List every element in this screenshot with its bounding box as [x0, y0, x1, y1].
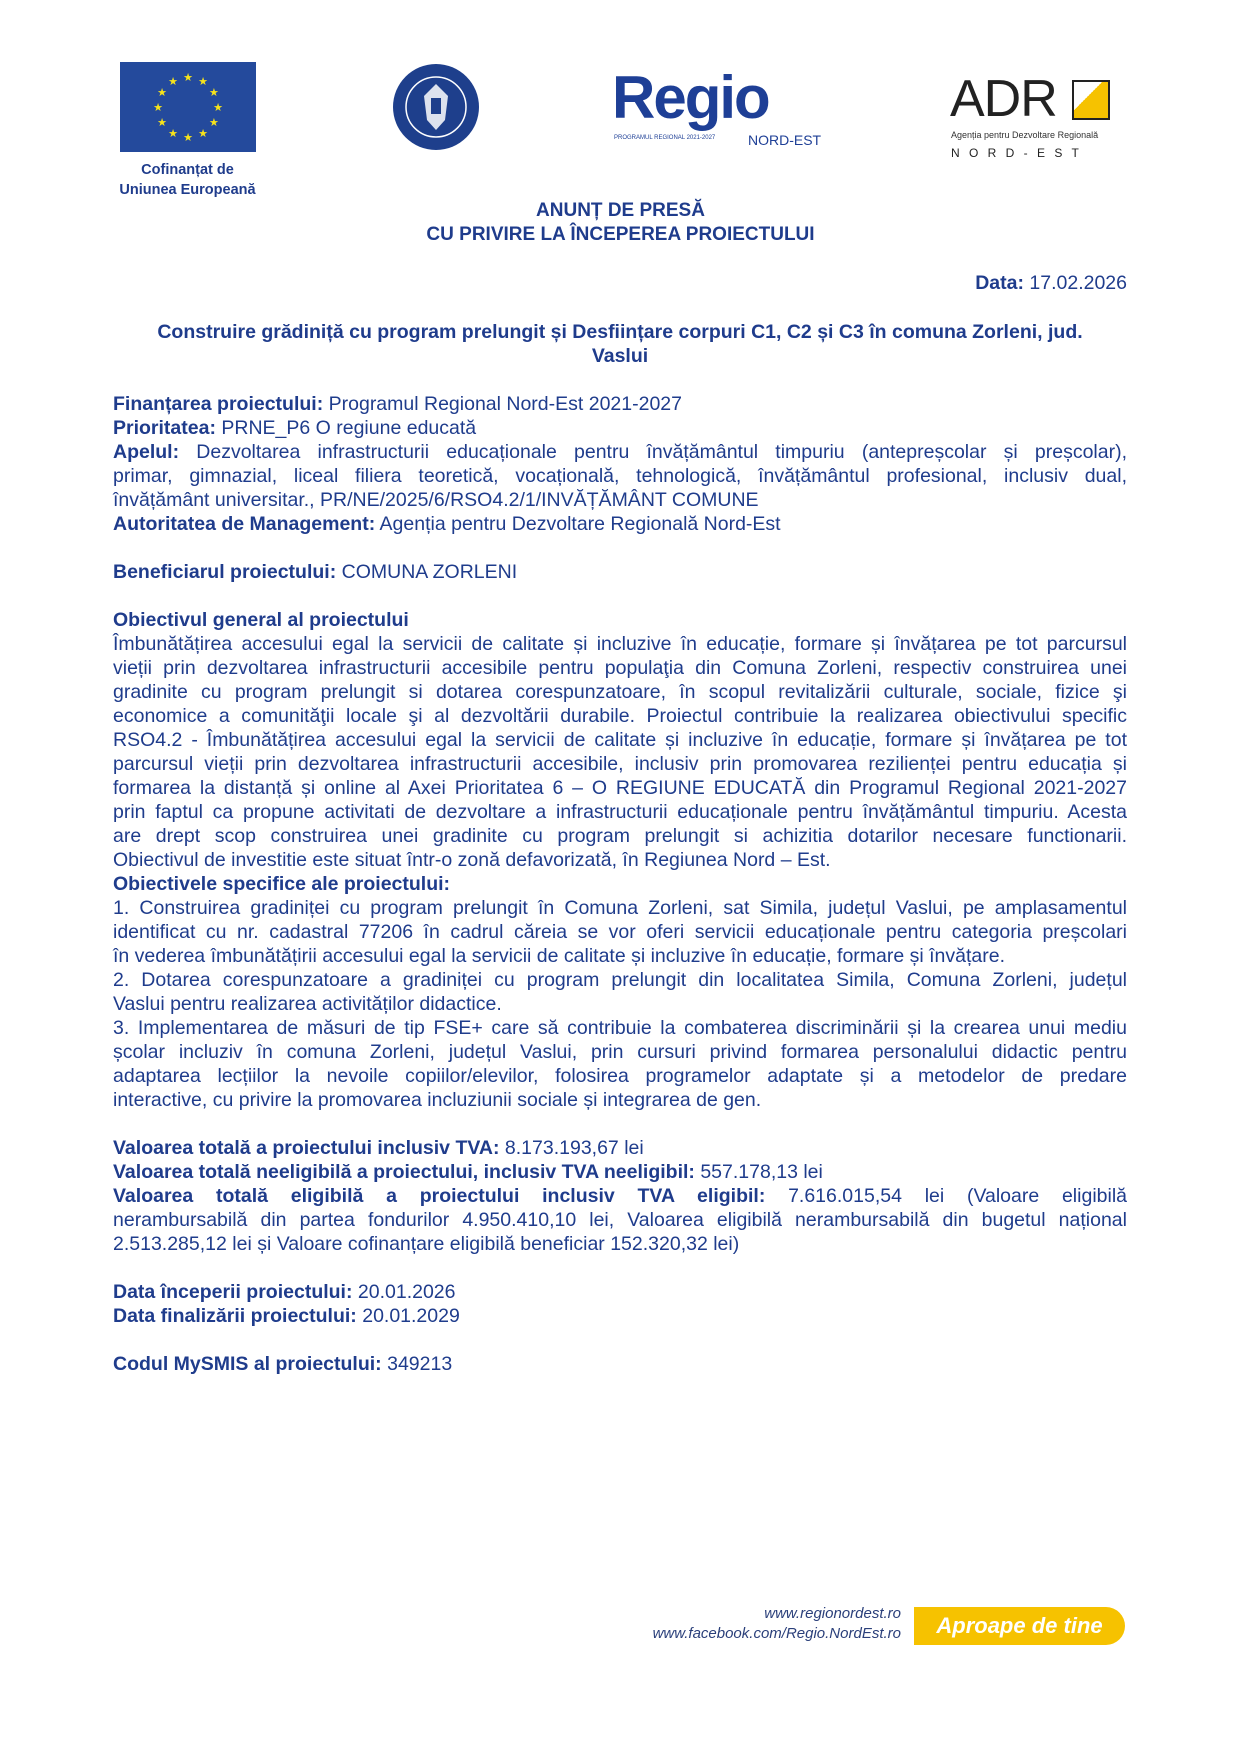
eu-star-icon: ★: [153, 102, 163, 114]
text-line: [113, 1232, 1127, 1256]
text-line: [113, 680, 1127, 704]
field-value: Dezvoltarea infrastructurii educaționale pentru învățământul timpuriu (antepreșcolar și preșcolar),: [196, 441, 1127, 463]
field-value: identificat cu nr. cadastral 77206 în cadrul căreia se vor oferi servicii educaționale pentru categoria preșcolari: [113, 921, 1127, 943]
field-label: Prioritatea:: [113, 417, 216, 439]
paragraph: [113, 560, 1127, 584]
press-release-heading: ANUNȚ DE PRESĂ: [536, 200, 705, 221]
field-label: Data finalizării proiectului:: [113, 1305, 357, 1327]
field-value: RSO4.2 - Îmbunătățirea accesului egal la servicii de calitate și incluzive în educație, formare și învățarea pe tot: [113, 729, 1127, 751]
field-label: Apelul:: [113, 441, 180, 463]
text-line: [113, 1040, 1127, 1064]
field-value: 1. Construirea gradiniței cu program prelungit în Comuna Zorleni, sat Simila, județul Vaslui, pe amplasamentul: [113, 897, 1127, 919]
footer-links: [653, 1604, 901, 1644]
text-line: [113, 1136, 1127, 1160]
field-value: interactive, cu privire la promovarea incluziunii sociale și integrarea de gen.: [113, 1089, 762, 1111]
text-line: [113, 488, 1127, 512]
field-label: Codul MySMIS al proiectului:: [113, 1353, 382, 1375]
field-label: Autoritatea de Management:: [113, 513, 376, 535]
field-value: învățământ universitar., PR/NE/2025/6/RSO4.2/1/INVĂȚĂMÂNT COMUNE: [113, 489, 759, 511]
field-value: Programul Regional Nord-Est 2021-2027: [328, 393, 682, 415]
text-line: [113, 1016, 1127, 1040]
text-line: [113, 656, 1127, 680]
field-value: 20.01.2026: [357, 1281, 456, 1303]
eu-cofinancing-caption: [100, 160, 275, 200]
paragraph: [113, 440, 1127, 512]
paragraph: [113, 1016, 1127, 1112]
paragraph: [113, 1160, 1127, 1184]
paragraph: [113, 392, 1127, 416]
text-line: [113, 752, 1127, 776]
text-line: [113, 416, 1127, 440]
field-value: Vaslui pentru realizarea activităților didactice.: [113, 993, 502, 1015]
eu-star-icon: ★: [168, 127, 178, 140]
text-line: [113, 632, 1127, 656]
field-value: are drept scop construirea unei gradinite cu program prelungit si achizitia dotarilor necesare functionarii.: [113, 825, 1127, 847]
paragraph: [113, 1352, 1127, 1376]
eu-star-icon: ★: [157, 87, 167, 99]
paragraph: [113, 1136, 1127, 1160]
blank-line: [113, 1328, 1127, 1352]
field-label: Data începerii proiectului:: [113, 1281, 353, 1303]
adr-region: N O R D - E S T: [951, 146, 1082, 160]
blank-line: [113, 1256, 1127, 1280]
paragraph: [113, 1280, 1127, 1304]
text-line: [113, 800, 1127, 824]
text-line: [113, 560, 1127, 584]
adr-subtitle: Agenția pentru Dezvoltare Regională: [951, 130, 1099, 140]
text-line: [113, 1304, 1127, 1328]
text-line: [113, 1160, 1127, 1184]
date-label: Data:: [975, 272, 1024, 294]
blank-line: [113, 584, 1127, 608]
field-label: Valoarea totală neeligibilă a proiectului, inclusiv TVA neeligibil:: [113, 1161, 695, 1183]
field-label: Beneficiarul proiectului:: [113, 561, 337, 583]
field-value: prin faptul ca propune activitati de dezvoltare a infrastructurii educaționale pentru învățământul timpuriu. Acesta: [113, 801, 1127, 823]
field-value: gradinite cu program prelungit si dotarea corespunzatoare, în scopul revitalizării culturale, sociale, fizice şi: [113, 681, 1127, 703]
field-label: Obiectivele specifice ale proiectului:: [113, 873, 451, 895]
adr-logo: [950, 70, 1135, 164]
field-value: 2.513.285,12 lei și Valoare cofinanțare eligibilă beneficiar 152.320,32 lei): [113, 1233, 740, 1255]
text-line: [113, 992, 1127, 1016]
document-body: [113, 392, 1127, 1376]
field-value: primar, gimnazial, liceal filiera teoretică, vocațională, tehnologică, învățământul profesional, inclusiv dual,: [113, 465, 1127, 487]
text-line: [113, 1352, 1127, 1376]
eu-star-icon: ★: [183, 132, 193, 144]
field-value: 349213: [387, 1353, 453, 1375]
slogan-badge: Aproape de tine: [914, 1607, 1125, 1645]
text-line: [113, 704, 1127, 728]
text-line: [113, 464, 1127, 488]
title-line: Construire grădiniță cu program prelungit și Desființare corpuri C1, C2 și C3 în comuna Zorleni, jud.: [157, 321, 1083, 343]
field-value: Obiectivul de investitie este situat într-o zonă defavorizată, în Regiunea Nord – Est.: [113, 849, 831, 871]
eu-star-icon: ★: [198, 76, 208, 89]
text-line: [113, 776, 1127, 800]
regio-logo: [612, 64, 822, 152]
text-line: [113, 896, 1127, 920]
text-line: [113, 1088, 1127, 1112]
text-line: [113, 1280, 1127, 1304]
blank-line: [113, 536, 1127, 560]
paragraph: [113, 416, 1127, 440]
website-link[interactable]: www.regionordest.ro: [764, 1605, 901, 1622]
date-line: [975, 271, 1127, 295]
field-value: parcursul vieții prin dezvoltarea infrastructurii accesibile, inclusiv prin promovarea rezilienței pentru educația și: [113, 753, 1127, 775]
eu-star-icon: ★: [168, 76, 178, 89]
paragraph: [113, 896, 1127, 968]
regio-region: NORD-EST: [748, 132, 822, 148]
text-line: [113, 1064, 1127, 1088]
blank-line: [113, 1112, 1127, 1136]
adr-wordmark: ADR: [950, 70, 1057, 128]
project-title: [113, 320, 1127, 368]
caption-line: Uniunea Europeană: [119, 182, 256, 198]
text-line: [113, 920, 1127, 944]
facebook-link[interactable]: www.facebook.com/Regio.NordEst.ro: [652, 1625, 901, 1642]
field-value: 2. Dotarea corespunzatoare a gradiniței cu program prelungit din localitatea Simila, Comuna Zorleni, județul: [113, 969, 1127, 991]
field-value: formarea la distanță și online al Axei Prioritatea 6 – O REGIUNE EDUCATĂ din Programul Regional 2021-2027: [113, 777, 1127, 799]
eu-star-icon: ★: [213, 102, 223, 114]
regio-subtitle: PROGRAMUL REGIONAL 2021-2027: [614, 135, 716, 141]
text-line: [113, 944, 1127, 968]
caption-line: Cofinanțat de: [141, 162, 234, 178]
adr-square-icon: [1072, 80, 1110, 120]
field-value: în vederea îmbunătățirii accesului egal la servicii de calitate și incluzive în educație, formare și învățare.: [113, 945, 1006, 967]
eu-star-icon: ★: [157, 117, 167, 129]
paragraph: [113, 1304, 1127, 1328]
eu-flag-logo: [120, 62, 256, 152]
field-value: 8.173.193,67 lei: [504, 1137, 644, 1159]
field-value: 3. Implementarea de măsuri de tip FSE+ care să contribuie la combaterea discriminării și la crearea unui mediu: [113, 1017, 1127, 1039]
romanian-government-seal: [391, 62, 481, 152]
field-value: nerambursabilă din partea fondurilor 4.950.410,10 lei, Valoarea eligibilă nerambursabilă din bugetul național: [113, 1209, 1127, 1231]
paragraph: [113, 872, 1127, 896]
text-line: [113, 1208, 1127, 1232]
field-value: 557.178,13 lei: [700, 1161, 823, 1183]
field-value: PRNE_P6 O regiune educată: [221, 417, 477, 439]
text-line: [113, 440, 1127, 464]
paragraph: [113, 632, 1127, 872]
field-label: Valoarea totală a proiectului inclusiv TVA:: [113, 1137, 500, 1159]
press-release-subheading: CU PRIVIRE LA ÎNCEPEREA PROIECTULUI: [426, 224, 815, 245]
paragraph: [113, 1184, 1127, 1256]
eu-star-icon: ★: [198, 127, 208, 140]
field-label: Obiectivul general al proiectului: [113, 609, 409, 631]
regio-wordmark: Regio: [612, 64, 769, 131]
text-line: [113, 608, 1127, 632]
field-value: Îmbunătățirea accesului egal la servicii de calitate și incluzive în educație, formare și învățarea pe tot parcursul: [113, 633, 1127, 655]
field-value: școlar incluziv în comuna Zorleni, județul Vaslui, prin cursuri privind formarea personalului didactic pentru: [113, 1041, 1127, 1063]
text-line: [113, 728, 1127, 752]
title-line: Vaslui: [591, 345, 649, 367]
field-value: 7.616.015,54 lei (Valoare eligibilă: [788, 1185, 1128, 1207]
date-value: 17.02.2026: [1023, 272, 1127, 294]
paragraph: [113, 512, 1127, 536]
text-line: [113, 872, 1127, 896]
text-line: [113, 1184, 1127, 1208]
field-value: vieții prin dezvoltarea infrastructurii accesibile pentru populaţia din Comuna Zorleni, respectiv construirea unei: [113, 657, 1127, 679]
eu-star-icon: ★: [209, 87, 219, 99]
field-label: Finanțarea proiectului:: [113, 393, 324, 415]
field-value: adaptarea lecțiilor la nevoile copiilor/elevilor, folosirea programelor adaptate și a metodelor de predare: [113, 1065, 1127, 1087]
text-line: [113, 512, 1127, 536]
field-value: Agenția pentru Dezvoltare Regională Nord-Est: [379, 513, 781, 535]
field-value: economice a comunităţii locale şi al dezvoltării durabile. Proiectul contribuie la realizarea obiectivului specific: [113, 705, 1127, 727]
text-line: [113, 848, 1127, 872]
eu-star-icon: ★: [183, 72, 193, 84]
text-line: [113, 392, 1127, 416]
field-value: 20.01.2029: [362, 1305, 460, 1327]
paragraph: [113, 968, 1127, 1016]
paragraph: [113, 608, 1127, 632]
field-value: COMUNA ZORLENI: [341, 561, 518, 583]
eu-star-icon: ★: [209, 117, 219, 129]
text-line: [113, 824, 1127, 848]
text-line: [113, 968, 1127, 992]
field-label: Valoarea totală eligibilă a proiectului inclusiv TVA eligibil:: [113, 1185, 766, 1207]
